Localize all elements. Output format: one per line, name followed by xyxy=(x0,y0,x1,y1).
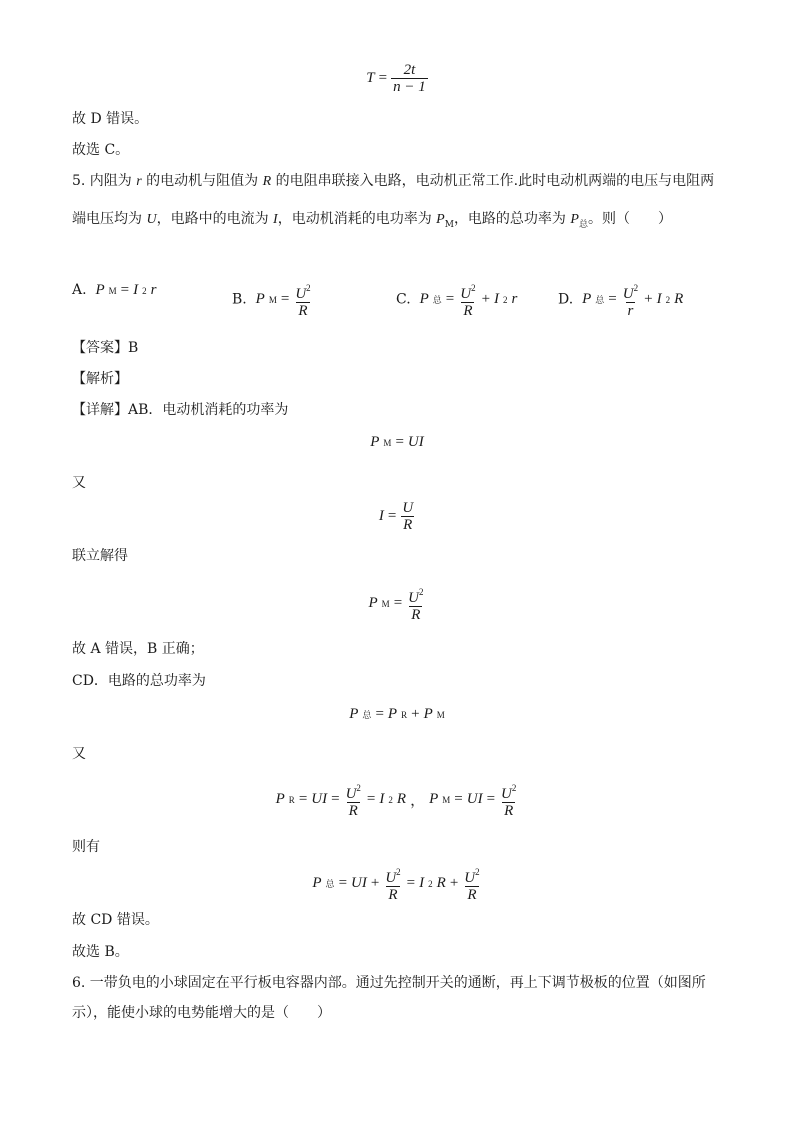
question-6-line-1: 6. 一带负电的小球固定在平行板电容器内部。通过先控制开关的通断，再上下调节极板的位置（如图所 xyxy=(72,975,706,991)
detail-ab: 【详解】AB．电动机消耗的功率为 xyxy=(72,402,289,418)
option-c[interactable]: C. P 总 = $\frac{U^2}{R}$ + I 2 r xyxy=(396,283,518,319)
formula-ptotal-result: P 总 = UI + $\frac{U^2}{R}$ = I 2 R + $\frac{U^2}{R}$ xyxy=(312,867,480,903)
text-select-c: 故选 C。 xyxy=(72,142,130,158)
formula-i-ur: I = $\frac{U}{R}$ xyxy=(378,500,414,533)
formula-pm-ui: P M = UI xyxy=(370,434,424,450)
option-b[interactable]: B. P M = $\frac{U^2}{R}$ xyxy=(232,283,311,319)
answer-line: 【答案】B xyxy=(72,340,139,356)
formula-pm-u2r: P M = $\frac{U^2}{R}$ xyxy=(368,587,424,623)
text-d-wrong: 故 D 错误。 xyxy=(72,111,149,127)
option-d[interactable]: D. P 总 = $\frac{U^2}{r}$ + I 2 R xyxy=(558,283,684,319)
question-5-line-2: 端电压均为 U，电路中的电流为 I，电动机消耗的电功率为 $P_M$，电路的总功率为 $P_总$。则（ ） xyxy=(72,211,672,230)
question-6-line-2: 示），能使小球的电势能增大的是（ ） xyxy=(72,1005,331,1021)
text-you-2: 又 xyxy=(72,746,86,762)
text-zeyou: 则有 xyxy=(72,839,100,855)
text-lianli: 联立解得 xyxy=(72,548,128,564)
analysis-heading: 【解析】 xyxy=(72,371,128,387)
formula-period: T = $\frac{2t}{n - 1}$ xyxy=(366,62,426,95)
text-cd-intro: CD．电路的总功率为 xyxy=(72,673,206,689)
text-you-1: 又 xyxy=(72,475,86,491)
text-select-b: 故选 B。 xyxy=(72,944,129,960)
option-a[interactable]: A. P M = I 2 r xyxy=(72,282,157,298)
formula-ptotal-sum: P 总 = P R + P M xyxy=(349,706,445,722)
formula-pr-pm: P R = UI = $\frac{U^2}{R}$ = I 2 R ， P M = UI = $\frac{U^2}{R}$ xyxy=(275,783,517,819)
question-5-line-1: 5. 内阻为 r 的电动机与阻值为 R 的电阻串联接入电路，电动机正常工作.此时电动机两端的电压与电阻两 xyxy=(72,173,715,189)
text-cd-wrong: 故 CD 错误。 xyxy=(72,912,159,928)
text-ab-result: 故 A 错误，B 正确； xyxy=(72,641,204,657)
